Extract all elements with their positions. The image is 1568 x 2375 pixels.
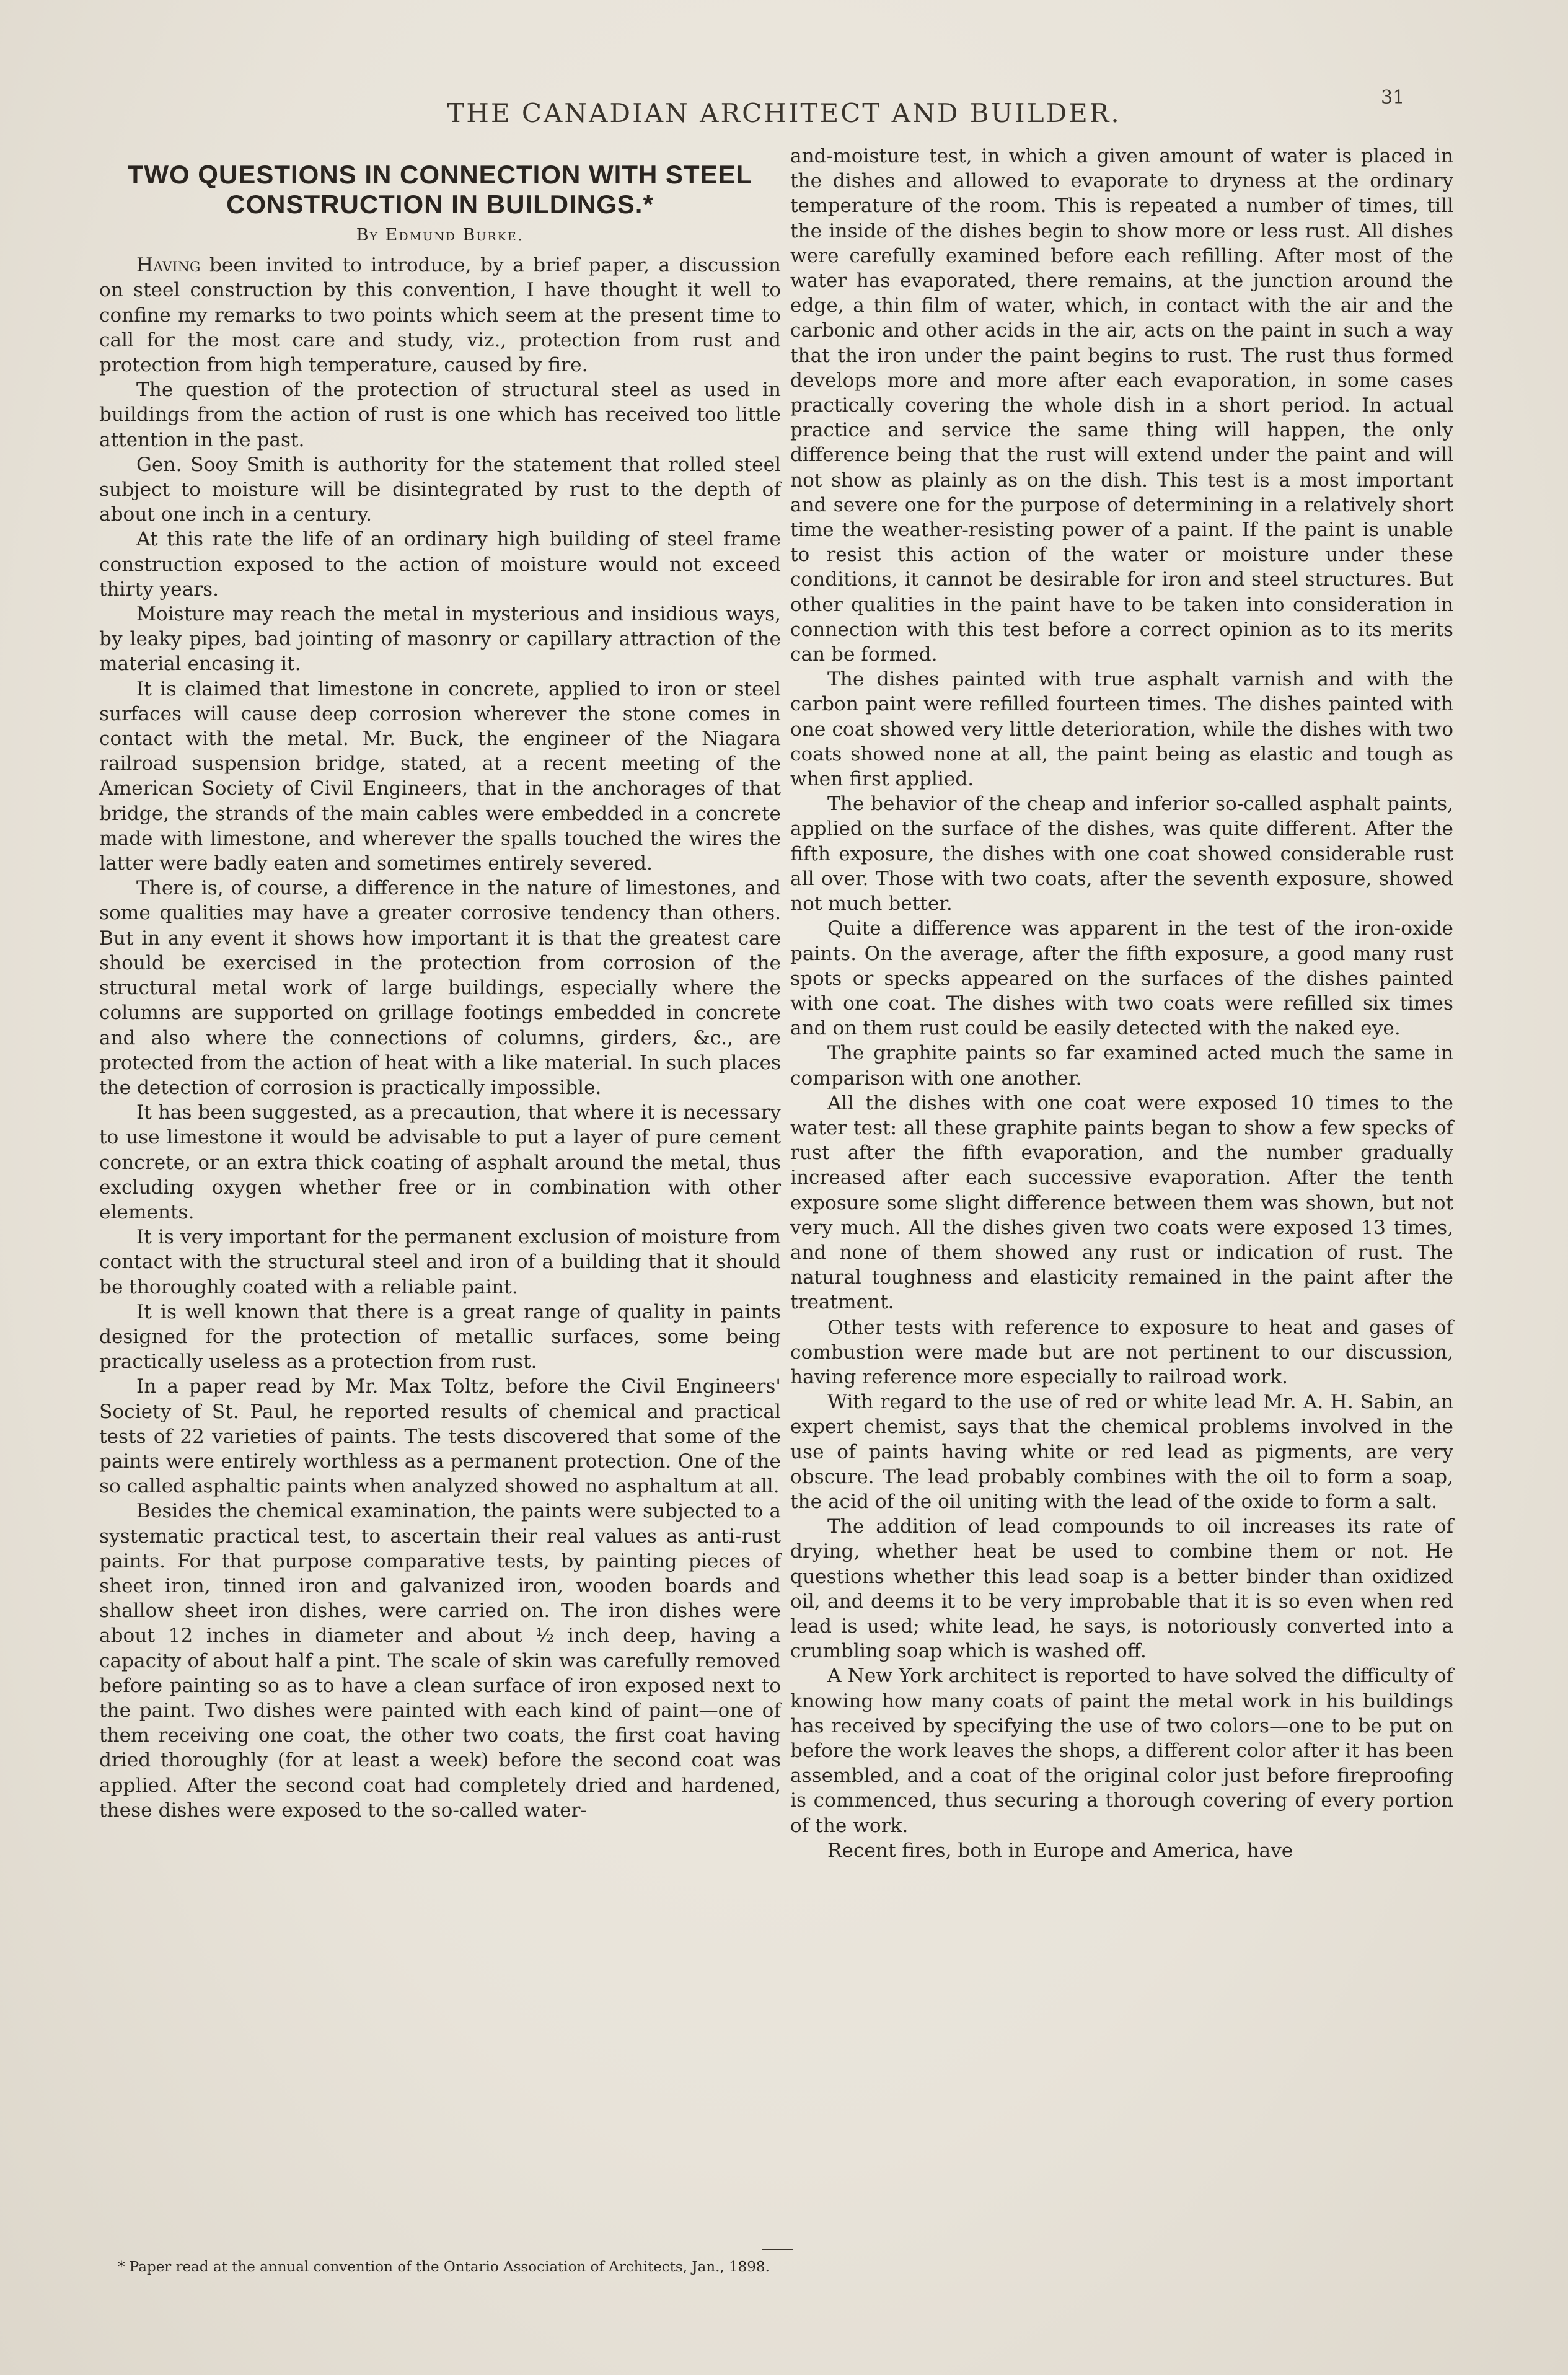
paragraph: It is well known that there is a great range of quality in paints designed for the protection of metallic surfaces, some being practically useless as a protection from rust. bbox=[99, 1300, 781, 1373]
paragraph: The addition of lead compounds to oil increases its rate of drying, whether heat be used to combine them or not. He questions whether this lead soap is a better binder than oxidized oil, and deems it to be very improbable that it is so even when red lead is used; white lead, he says, is notoriously converted into a crumbling soap which is washed off. bbox=[790, 1515, 1453, 1663]
paragraph: All the dishes with one coat were exposed 10 times to the water test: all these graphite paints began to show a few specks of rust after the fifth evaporation, and the number gradually increased after each successive evaporation. After the tenth exposure some slight difference between them was shown, but not very much. All the dishes given two coats were exposed 13 times, and none of them showed any rust or indication of rust. The natural toughness and elasticity remained in the paint after the treatment. bbox=[790, 1091, 1453, 1314]
paragraph: The question of the protection of structural steel as used in buildings from the action of rust is one which has received too little attention in the past. bbox=[99, 379, 781, 451]
first-word: Having bbox=[136, 254, 201, 277]
page-number: 31 bbox=[1381, 87, 1405, 108]
paragraph: It is very important for the permanent exclusion of moisture from contact with the structural steel and iron of a building that it should be thoroughly coated with a reliable paint. bbox=[99, 1226, 781, 1298]
paragraph: It is claimed that limestone in concrete, applied to iron or steel surfaces will cause deep corrosion wherever the stone comes in contact with the metal. Mr. Buck, the engineer of the Niagara railroad suspension bridge, stated, at a recent meeting of the American Society of Civil Engineers, that in the anchorages of that bridge, the strands of the main cables were embedded in a concrete made with limestone, and wherever the spalls touched the wires the latter were badly eaten and sometimes entirely severed. bbox=[99, 677, 781, 875]
paragraph: The behavior of the cheap and inferior so-called asphalt paints, applied on the surface of the dishes, was quite different. After the fifth exposure, the dishes with one coat showed considerable rust all over. Those with two coats, after the seventh exposure, showed not much better. bbox=[790, 793, 1453, 915]
paragraph: There is, of course, a difference in the nature of limestones, and some qualities may have a greater corrosive tendency than others. But in any event it shows how important it is that the greatest care should be exercised in the protection from corrosion of the structural metal work of large buildings, especially where the columns are supported on grillage footings embedded in concrete and also where the connections of columns, girders, &c., are protected from the action of heat with a like material. In such places the detection of corrosion is practically impossible. bbox=[99, 877, 781, 1099]
paragraph: Other tests with reference to exposure to heat and gases of combustion were made but are not pertinent to our discussion, having reference more especially to railroad work. bbox=[790, 1316, 1453, 1388]
paragraph: The graphite paints so far examined acted much the same in comparison with one another. bbox=[790, 1042, 1453, 1090]
paragraph: In a paper read by Mr. Max Toltz, before the Civil Engineers' Society of St. Paul, he reported results of chemical and practical tests of 22 varieties of paints. The tests discovered that some of the paints were entirely worthless as a permanent protection. One of the so called asphaltic paints when analyzed showed no asphaltum at all. bbox=[99, 1375, 781, 1498]
paragraph: A New York architect is reported to have solved the difficulty of knowing how many coats of paint the metal work in his buildings has received by specifying the use of two colors—one to be put on before the work leaves the shops, a different color after it has been assembled, and a coat of the original color just before fireproofing is commenced, thus securing a thorough covering of every portion of the work. bbox=[790, 1665, 1453, 1837]
paragraph: Moisture may reach the metal in mysterious and insidious ways, by leaky pipes, bad jointing of masonry or capillary attraction of the material encasing it. bbox=[99, 603, 781, 676]
article-title: TWO QUESTIONS IN CONNECTION WITH STEEL CONSTRUCTION IN BUILDINGS.* bbox=[127, 160, 753, 219]
article-byline: By Edmund Burke. bbox=[356, 226, 524, 245]
footnote-rule bbox=[762, 2249, 793, 2250]
paragraph-text: been invited to introduce, by a brief paper, a discussion on steel construction by this convention, I have thought it well to confine my remarks to two points which seem at the present time to call for the most care and study, viz., protection from rust and protection from high temperature, caused by fire. bbox=[99, 254, 781, 377]
footnote: * Paper read at the annual convention of the Ontario Association of Architects, Jan., 1898. bbox=[118, 2259, 770, 2275]
left-column bbox=[99, 160, 781, 1823]
paragraph bbox=[99, 253, 781, 377]
paragraph: Quite a difference was apparent in the test of the iron-oxide paints. On the average, after the fifth exposure, a good many rust spots or specks appeared on the surfaces of the dishes painted with one coat. The dishes with two coats were refilled six times and on them rust could be easily detected with the naked eye. bbox=[790, 917, 1453, 1040]
paragraph: With regard to the use of red or white lead Mr. A. H. Sabin, an expert chemist, says that the chemical problems involved in the use of paints having white or red lead as pigments, are very obscure. The lead probably combines with the oil to form a soap, the acid of the oil uniting with the lead of the oxide to form a salt. bbox=[790, 1391, 1453, 1513]
paragraph: Gen. Sooy Smith is authority for the statement that rolled steel subject to moisture will be disintegrated by rust to the depth of about one inch in a century. bbox=[99, 453, 781, 526]
paragraph: The dishes painted with true asphalt varnish and with the carbon paint were refilled fourteen times. The dishes painted with one coat showed very little deterioration, while the dishes with two coats showed none at all, the paint being as elastic and tough as when first applied. bbox=[790, 668, 1453, 791]
paragraph: It has been suggested, as a precaution, that where it is necessary to use limestone it would be advisable to put a layer of pure cement concrete, or an extra thick coating of asphalt around the metal, thus excluding oxygen whether free or in combination with other elements. bbox=[99, 1101, 781, 1223]
right-column bbox=[790, 144, 1453, 1863]
paragraph: Besides the chemical examination, the paints were subjected to a systematic practical test, to ascertain their real values as anti-rust paints. For that purpose comparative tests, by painting pieces of sheet iron, tinned iron and galvanized iron, wooden boards and shallow sheet iron dishes, were carried on. The iron dishes were about 12 inches in diameter and about ½ inch deep, having a capacity of about half a pint. The scale of skin was carefully removed before painting so as to have a clean surface of iron exposed next to the paint. Two dishes were painted with each kind of paint—one of them receiving one coat, the other two coats, the first coat having dried thoroughly (for at least a week) before the second coat was applied. After the second coat had completely dried and hardened, these dishes were exposed to the so-called water- bbox=[99, 1500, 781, 1822]
running-head: THE CANADIAN ARCHITECT AND BUILDER. bbox=[447, 98, 1121, 128]
paragraph: and-moisture test, in which a given amount of water is placed in the dishes and allowed to evaporate to dryness at the ordinary temperature of the room. This is repeated a number of times, till the inside of the dishes begin to show more or less rust. All dishes were carefully examined before each refilling. After most of the water has evaporated, there remains, at the junction around the edge, a thin film of water, which, in contact with the air and the carbonic and other acids in the air, acts on the paint in such a way that the iron under the paint begins to rust. The rust thus formed develops more and more after each evaporation, in some cases practically covering the whole dish in a short period. In actual practice and service the same thing will happen, the only difference being that the rust will extend under the paint and will not show as plainly as on the dish. This test is a most important and severe one for the purpose of determining in a relatively short time the weather-resisting power of a paint. If the paint is unable to resist this action of the water or moisture under these conditions, it cannot be desirable for iron and steel structures. But other qualities in the paint have to be taken into consideration in connection with this test before a correct opinion as to its merits can be formed. bbox=[790, 145, 1453, 666]
paragraph: At this rate the life of an ordinary high building of steel frame construction exposed to the action of moisture would not exceed thirty years. bbox=[99, 528, 781, 601]
paragraph: Recent fires, both in Europe and America, have bbox=[827, 1839, 1293, 1862]
